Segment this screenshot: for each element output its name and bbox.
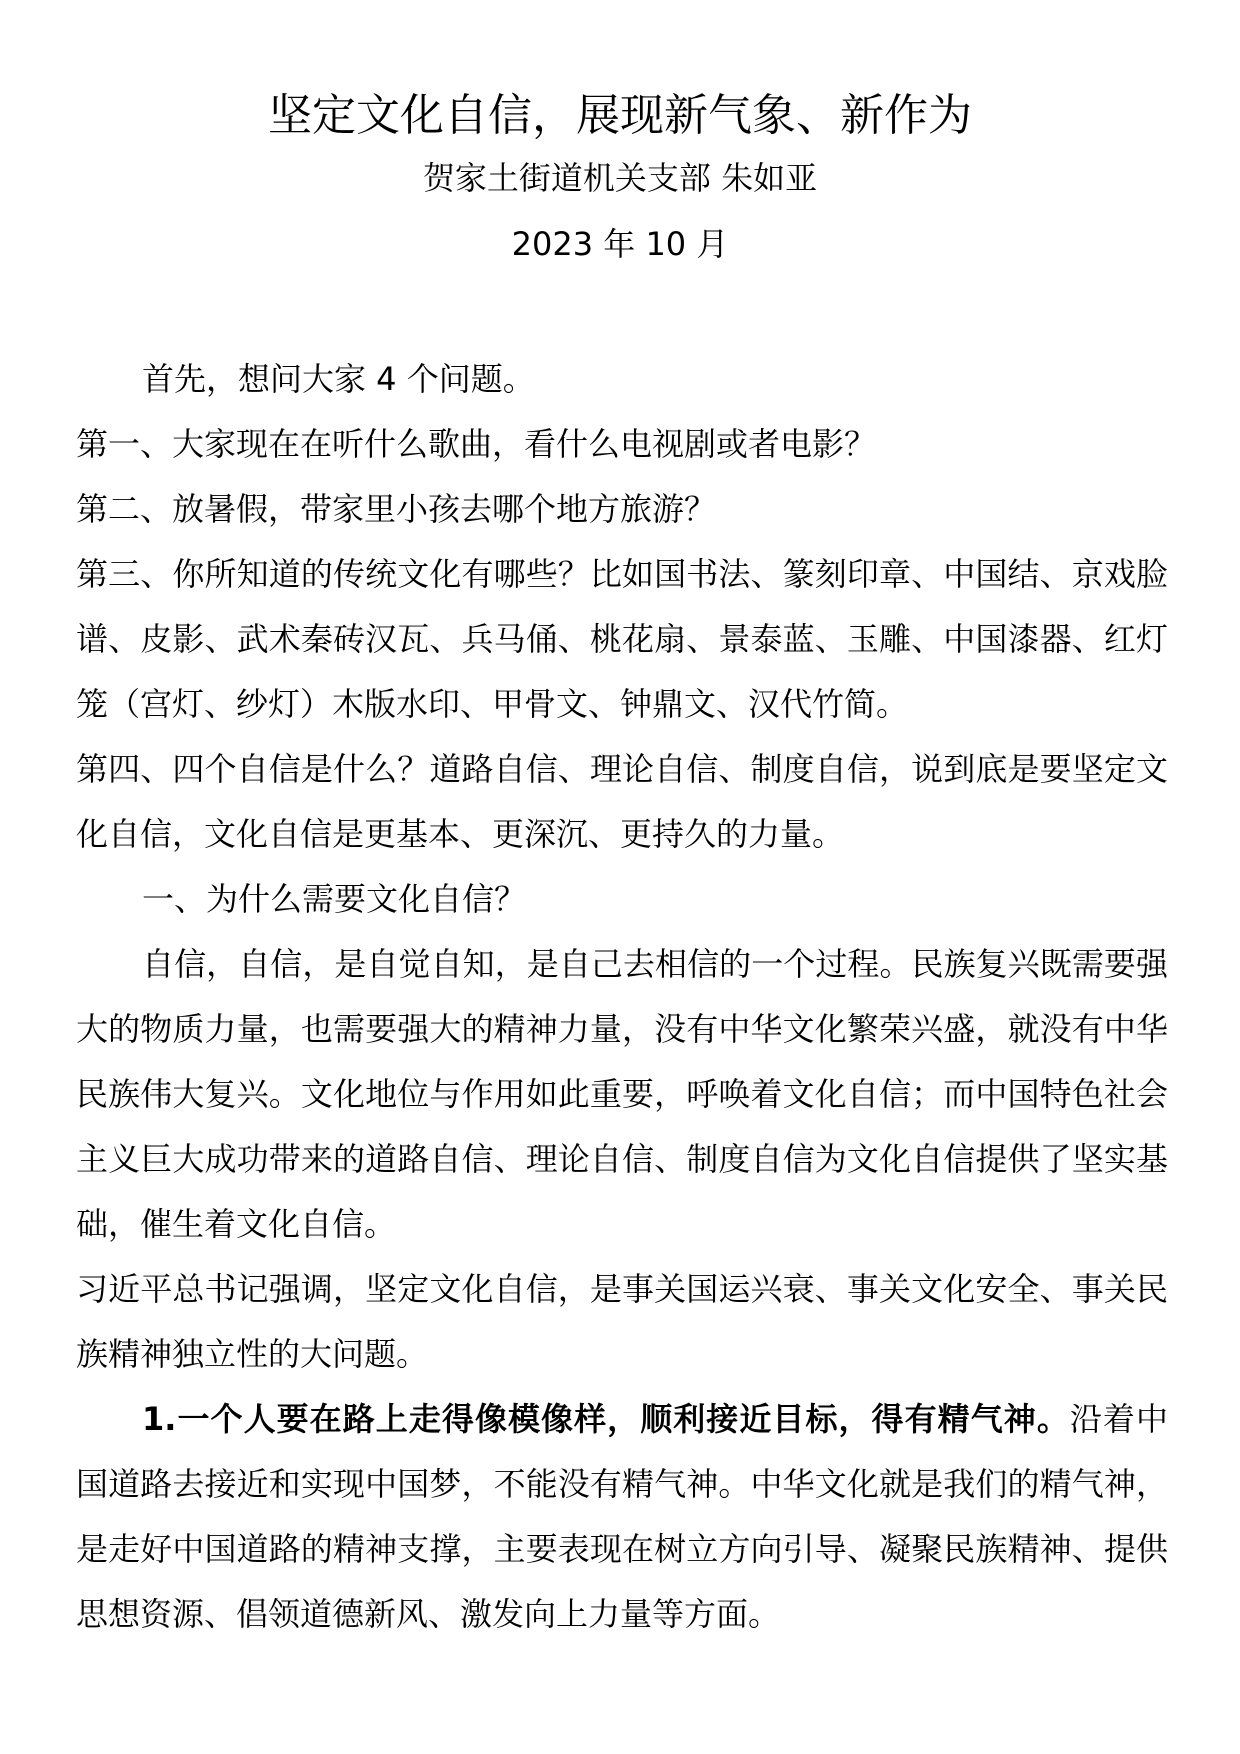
paragraph-question-3: 第三、你所知道的传统文化有哪些？比如国书法、篆刻印章、中国结、京戏脸谱、皮影、武术秦砖汉瓦、兵马俑、桃花扇、景泰蓝、玉雕、中国漆器、红灯笼（宫灯、纱灯）木版水印、甲骨文、钟鼎文、汉代竹简。 (76, 555, 1168, 723)
paragraph-question-4: 第四、四个自信是什么？道路自信、理论自信、制度自信，说到底是要坚定文化自信，文化自信是更基本、更深沉、更持久的力量。 (76, 750, 1168, 853)
paragraph-question-1: 第一、大家现在在听什么歌曲，看什么电视剧或者电影？ (76, 425, 877, 463)
paragraph-intro: 首先，想问大家 4 个问题。 (142, 360, 535, 398)
section-heading-1: 一、为什么需要文化自信？ (142, 880, 527, 918)
point-1-bold-lead: 1.一个人要在路上走得像模像样，顺利接近目标，得有精气神。 (142, 1400, 1070, 1438)
point-1-text: 沿着中国道路去接近和实现中国梦，不能没有精气神。中华文化就是我们的精气神，是走好中国道路的精神支撑，主要表现在树立方向引导、凝聚民族精神、提供思想资源、倡领道德新风、激发向上力量等方面。 (76, 1400, 1168, 1633)
document-body (76, 347, 1168, 1647)
document-author: 贺家土街道机关支部 朱如亚 (422, 159, 818, 197)
paragraph-point-1 (76, 1387, 1168, 1647)
document-title: 坚定文化自信，展现新气象、新作为 (268, 90, 972, 141)
paragraph-question-2: 第二、放暑假，带家里小孩去哪个地方旅游？ (76, 490, 717, 528)
paragraph-confidence-meaning: 自信，自信，是自觉自知，是自己去相信的一个过程。民族复兴既需要强大的物质力量，也需要强大的精神力量，没有中华文化繁荣兴盛，就没有中华民族伟大复兴。文化地位与作用如此重要，呼唤着文化自信；而中国特色社会主义巨大成功带来的道路自信、理论自信、制度自信为文化自信提供了坚实基础，催生着文化自信。 (76, 945, 1168, 1243)
paragraph-xi-quote: 习近平总书记强调，坚定文化自信，是事关国运兴衰、事关文化安全、事关民族精神独立性的大问题。 (76, 1270, 1168, 1373)
document-date: 2023 年 10 月 (511, 225, 729, 263)
